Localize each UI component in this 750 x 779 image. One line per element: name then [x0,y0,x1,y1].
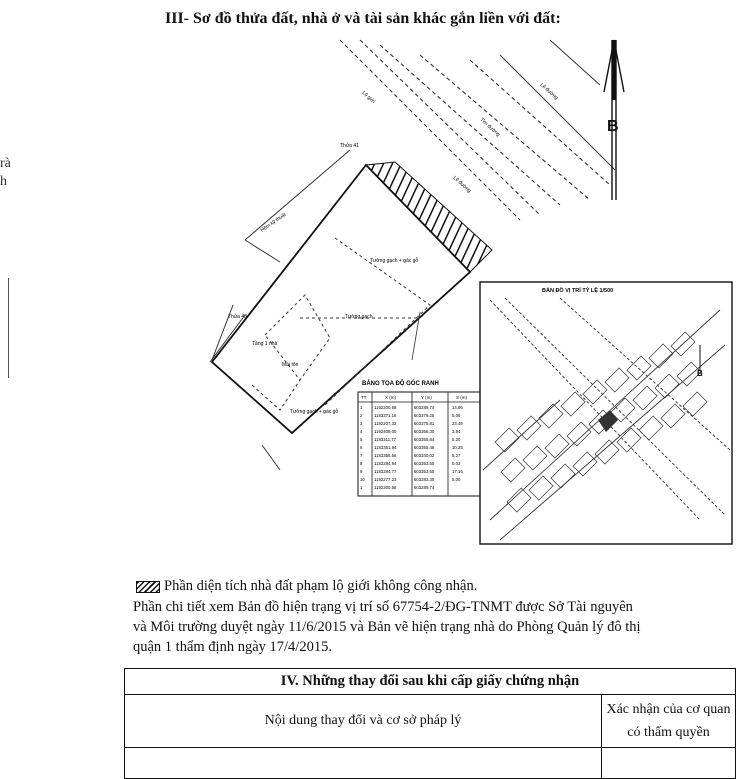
blank-cell[interactable] [602,748,736,779]
coord-cell: 1183351.94 [374,445,397,450]
changes-table [124,668,736,779]
room-label: Tường gạch + gác gỗ [370,258,419,264]
coord-cell: 5.20 [452,437,461,442]
street-label: Tim đường [478,117,501,138]
location-map-north: B [697,369,703,378]
coord-header: X (m) [385,395,396,400]
street-label: Thửa 41 [340,143,359,149]
coord-cell: 9 [360,469,363,474]
coord-cell: 23.49 [452,421,463,426]
coord-cell: 603340.02 [414,453,435,458]
coord-cell: 4 [360,429,363,434]
coord-cell: 1192409.00 [374,429,397,434]
coord-cell: 603353.50 [414,469,435,474]
street-label: Lộ giới [360,90,376,105]
coord-cell: 1183371.18 [374,413,397,418]
street-label: Lề đường [451,175,472,195]
coord-cell: 3 [360,421,363,426]
coord-cell: 1183284.94 [374,461,397,466]
coord-cell: 1192200.58 [374,485,397,490]
coord-cell: 603283.30 [414,477,435,482]
coord-cell: 10.25 [452,445,463,450]
coord-cell: 1 [360,485,363,490]
coord-cell: 603289.74 [414,405,435,410]
room-label: Tường gạch + gác gỗ [290,409,339,415]
street-label: Thửa 43 [228,314,247,320]
coord-cell: 603289.74 [414,485,435,490]
coord-cell: 3.84 [452,429,461,434]
coord-cell: 603355.84 [414,437,435,442]
coord-cell: 1183358.56 [374,453,397,458]
coord-cell: 5.27 [452,453,461,458]
detail-note [133,597,733,657]
coord-header: TT [361,395,367,400]
street-lines [340,40,610,220]
margin-mark: rà [0,156,11,171]
coord-cell: 7 [360,453,363,458]
confirm-line-1: Xác nhận của cơ quan [606,702,731,717]
coord-cell: 14.96 [452,405,463,410]
location-map [480,282,732,544]
coord-header: Y (m) [421,395,432,400]
coord-cell: 603353.50 [414,461,435,466]
note-line: Phần chi tiết xem Bản đồ hiện trạng vị trí số 67754-2/ĐG-TNMT được Sở Tài nguyên [133,599,633,615]
section-3-title: III- Sơ đồ thửa đất, nhà ở và tài sản khác gắn liền với đất: [165,10,561,27]
room-label: Tường gạch [345,314,373,320]
room-label: Tầng 1 nhà [252,341,278,347]
coord-cell: 10 [360,477,365,482]
coord-cell: 5.00 [452,477,461,482]
col-confirm-header [602,695,736,748]
coord-header: S (m) [456,395,467,400]
coord-cell: 603356.30 [414,429,435,434]
street-label: Hẻm kỹ thuật [259,211,288,234]
coord-cell: 8 [360,461,363,466]
confirm-line-2: có thẩm quyền [627,725,710,740]
north-arrow-label: B [607,118,619,135]
coord-cell: 6 [360,445,363,450]
section-4-title: IV. Những thay đổi sau khi cấp giấy chứng nhận [125,669,736,695]
coordinate-table [358,379,480,496]
col-content-header: Nội dung thay đổi và cơ sở pháp lý [125,695,602,748]
location-map-title: BẢN ĐỒ VỊ TRÍ TỶ LỆ 1/500 [542,288,614,294]
coord-cell: 1192277.23 [374,477,397,482]
note-line: và Môi trường duyệt ngày 11/6/2015 và Bản vẽ hiện trạng nhà do Phòng Quản lý đô thị [133,619,641,635]
coord-cell: 1 [360,405,363,410]
coord-cell: 1183311.77 [374,437,397,442]
hatch-swatch-icon [136,581,160,593]
coord-cell: 603379.25 [414,413,435,418]
note-line: quận 1 thẩm định ngày 17/4/2015. [133,639,332,655]
coord-cell: 5.06 [452,413,461,418]
coord-cell: 603355.46 [414,445,435,450]
margin-mark: h [0,174,7,189]
legend-text: Phần diện tích nhà đất phạm lộ giới không công nhận. [164,578,478,594]
coord-cell: 0.03 [452,461,461,466]
legend [136,578,477,595]
coord-cell: 17.16 [452,469,463,474]
coord-cell: 1183284.77 [374,469,397,474]
street-label: Lề đường [538,82,559,102]
room-label: Mái tôn [282,362,299,368]
coord-cell: 603375.81 [414,421,435,426]
coord-table-title: BẢNG TỌA ĐỘ GÓC RANH [362,381,439,387]
coord-cell: 5 [360,437,363,442]
coord-cell: 1192200.58 [374,405,397,410]
blank-cell[interactable] [125,748,602,779]
coord-cell: 2 [360,413,363,418]
coord-cell: 1192207.32 [374,421,397,426]
